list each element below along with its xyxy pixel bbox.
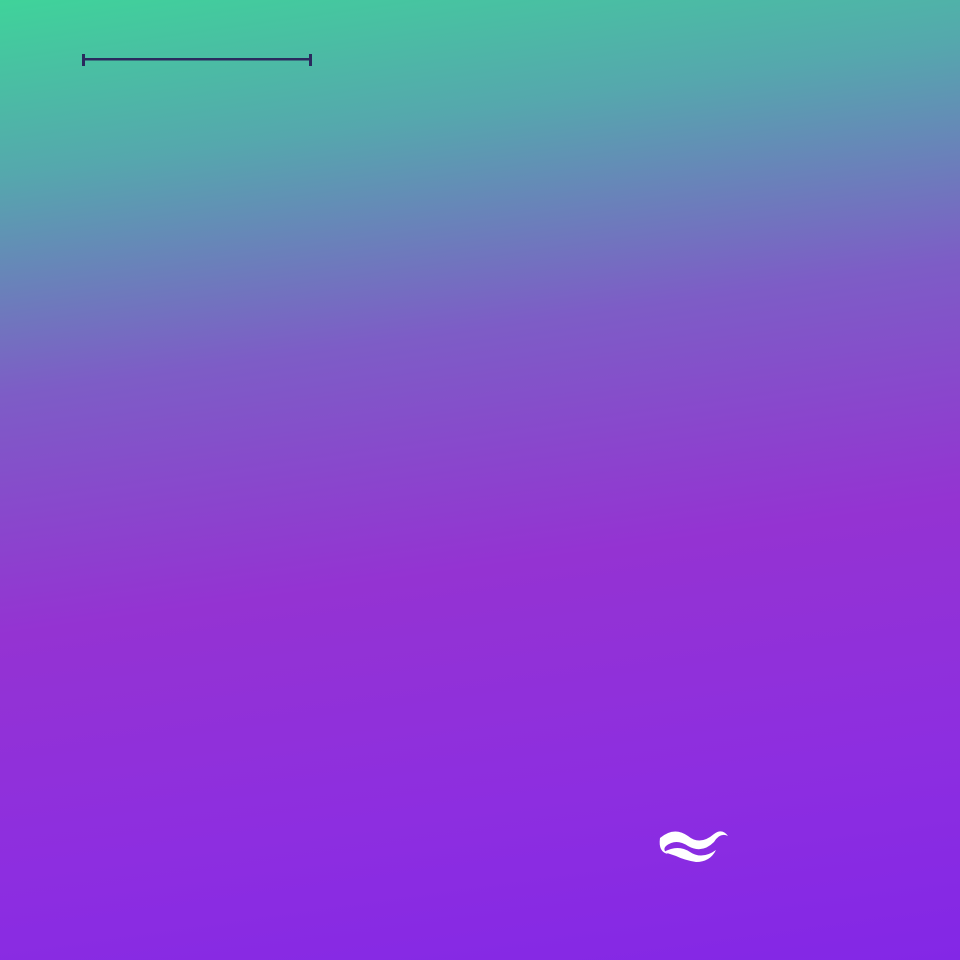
- chevron-arrow-icon: [72, 716, 112, 762]
- chevron-arrow-icon: [72, 573, 112, 619]
- chevron-arrow-icon: [72, 434, 112, 480]
- la-paz-logo: [642, 782, 942, 912]
- day-label-group: [82, 52, 312, 68]
- ethnic-border-ornament: [82, 52, 312, 68]
- sun-waves-icon: [644, 790, 732, 870]
- chevron-arrow-icon: [72, 322, 112, 368]
